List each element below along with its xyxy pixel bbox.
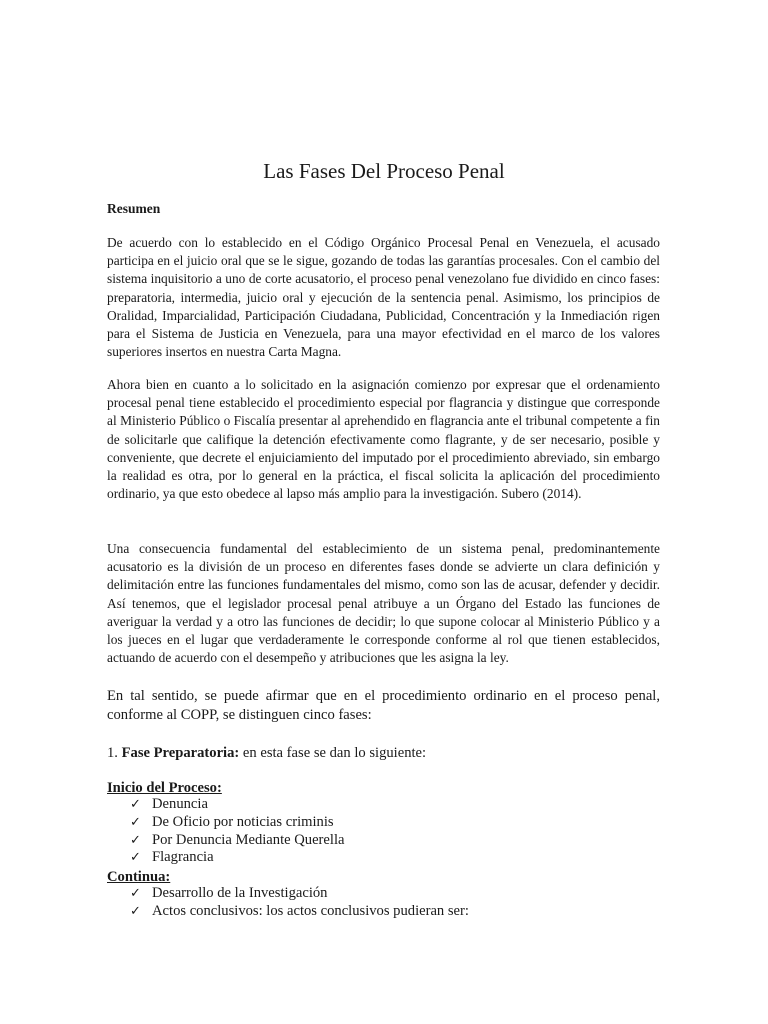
document-title: Las Fases Del Proceso Penal <box>263 159 505 183</box>
checkmark-icon: ✓ <box>130 886 141 901</box>
list-item <box>130 832 344 850</box>
paragraph-3: Una consecuencia fundamental del establecimiento de un sistema penal, predominantemente acusatorio es la división de un proceso en diferentes fases donde se advierte un clara definición y delimitación entre las funciones fundamentales del mismo, como son las de acusar, defender y decidir. Así tenemos, que el legislador procesal penal atribuye a un Órgano del Estado las funciones de averiguar la verdad y a otro las funciones de decidir; lo que supone colocar al Ministerio Público y a los jueces en el lugar que verdaderamente le corresponde conforme al rol que tienen establecidos, actuando de acuerdo con el desempeño y atribuciones que les asigna la ley. <box>107 541 660 666</box>
list-item-text: Por Denuncia Mediante Querella <box>152 831 345 848</box>
summary-heading: Resumen <box>107 201 161 216</box>
list-item <box>130 885 469 903</box>
list-item-text: Flagrancia <box>152 849 214 866</box>
section-heading-continua: Continua: <box>107 869 171 885</box>
phase-1-label: Fase Preparatoria: <box>121 745 240 761</box>
checkmark-icon: ✓ <box>130 832 141 848</box>
checkmark-icon: ✓ <box>130 903 141 919</box>
section-heading-inicio: Inicio del Proceso: <box>107 780 222 796</box>
checklist-inicio <box>130 796 344 867</box>
checklist-continua <box>130 885 469 921</box>
list-item <box>130 796 344 814</box>
list-item-text: De Oficio por noticias criminis <box>152 813 334 830</box>
list-item-text: Actos conclusivos: los actos conclusivos pudieran ser: <box>152 902 469 919</box>
checkmark-icon: ✓ <box>130 797 141 812</box>
list-item <box>130 849 344 867</box>
phase-1-line <box>107 744 426 762</box>
phase-1-text: en esta fase se dan lo siguiente: <box>242 745 427 761</box>
list-item-text: Desarrollo de la Investigación <box>152 885 328 901</box>
list-item <box>130 903 469 921</box>
checkmark-icon: ✓ <box>130 814 141 830</box>
checkmark-icon: ✓ <box>130 850 141 866</box>
list-item-text: Denuncia <box>152 796 208 812</box>
paragraph-4: En tal sentido, se puede afirmar que en el procedimiento ordinario en el proceso penal, conforme al COPP, se distinguen cinco fases: <box>107 688 660 723</box>
list-item <box>130 814 344 832</box>
paragraph-1: De acuerdo con lo establecido en el Código Orgánico Procesal Penal en Venezuela, el acusado participa en el juicio oral que se le sigue, gozando de todas las garantías procesales. Con el cambio del sistema inquisitorio a uno de corte acusatorio, el proceso penal venezolano fue dividido en cinco fases: preparatoria, intermedia, juicio oral y ejecución de la sentencia penal. Asimismo, los principios de Oralidad, Imparcialidad, Participación Ciudadana, Publicidad, Concentración y la Inmediación rigen para el Sistema de Justicia en Venezuela, para una mayor efectividad en el marco de los valores superiores insertos en nuestra Carta Magna. <box>107 235 660 360</box>
paragraph-2: Ahora bien en cuanto a lo solicitado en la asignación comienzo por expresar que el ordenamiento procesal penal tiene establecido el procedimiento especial por flagrancia y distingue que corresponde al Ministerio Público o Fiscalía presentar al aprehendido en flagrancia ante el tribunal competente a fin de solicitarle que califique la detención efectivamente como flagrante, y de ser necesario, posible y conveniente, que decrete el enjuiciamiento del imputado por el procedimiento abreviado, sin embargo la realidad es otra, por lo general en la práctica, el fiscal solicita la aplicación del procedimiento ordinario, ya que esto obedece al lapso más amplio para la investigación. Subero (2014). <box>107 377 660 502</box>
phase-1-number: 1. <box>107 745 118 761</box>
